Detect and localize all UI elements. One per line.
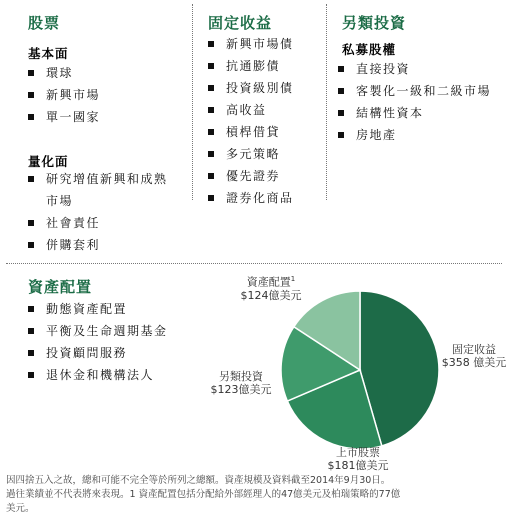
slice-label-fixed-income bbox=[434, 343, 514, 369]
list-item-continuation: 市場 bbox=[46, 194, 74, 208]
slice-label-asset-allocation bbox=[226, 273, 316, 302]
fixed-income-title: 固定收益 bbox=[208, 14, 273, 32]
footnote-line: 過往業績並不代表將來表現。1 資產配置包括分配給外部經理人的47億美元及柏瑞策略的77億 bbox=[6, 489, 401, 500]
slice-value: $123億美元 bbox=[210, 383, 272, 396]
list-item: 併購套利 bbox=[24, 234, 168, 256]
list-item: 投資級別債 bbox=[204, 77, 294, 99]
footnote-marker: 1 bbox=[290, 275, 296, 283]
list-item: 環球 bbox=[24, 62, 100, 84]
list-item: 動態資產配置 bbox=[24, 298, 168, 320]
footnote-line: 因四捨五入之故，總和可能不完全等於所列之總額。資產規模及資料截至2014年9月30日。 bbox=[6, 475, 391, 486]
slice-name: 上市股票 bbox=[336, 446, 380, 459]
slice-name: 資產配置 bbox=[246, 275, 291, 289]
footnote bbox=[6, 474, 512, 516]
alternatives-title: 另類投資 bbox=[342, 14, 407, 32]
list-item: 直接投資 bbox=[334, 58, 491, 80]
private-equity-title: 私募股權 bbox=[342, 42, 397, 57]
list-item: 客製化一級和二級市場 bbox=[334, 80, 491, 102]
list-item: 房地產 bbox=[334, 124, 491, 146]
list-item: 新興市場 bbox=[24, 84, 100, 106]
slice-value: $181億美元 bbox=[327, 459, 389, 472]
footnote-line: 美元。 bbox=[6, 503, 35, 514]
list-item: 高收益 bbox=[204, 99, 294, 121]
list-item: 新興市場債 bbox=[204, 33, 294, 55]
list-item: 槓桿借貸 bbox=[204, 121, 294, 143]
list-item: 投資顧問服務 bbox=[24, 342, 168, 364]
slice-label-alternatives bbox=[202, 370, 280, 396]
list-item: 單一國家 bbox=[24, 106, 100, 128]
list-item: 證券化商品 bbox=[204, 187, 294, 209]
slice-value: $358 億美元 bbox=[441, 356, 507, 369]
list-item: 優先證券 bbox=[204, 165, 294, 187]
slice-label-listed-equity bbox=[313, 446, 403, 472]
quant-title: 量化面 bbox=[28, 154, 69, 169]
slice-name: 固定收益 bbox=[452, 343, 496, 356]
list-item: 結構性資本 bbox=[334, 102, 491, 124]
list-item: 平衡及生命週期基金 bbox=[24, 320, 168, 342]
list-item: 抗通膨債 bbox=[204, 55, 294, 77]
equity-title: 股票 bbox=[28, 14, 61, 32]
asset-allocation-title: 資產配置 bbox=[28, 278, 93, 296]
list-item: 多元策略 bbox=[204, 143, 294, 165]
slice-value: $124億美元 bbox=[240, 288, 302, 302]
slice-name: 另類投資 bbox=[219, 370, 263, 383]
list-item: 研究增值新興和成熟 bbox=[24, 168, 168, 190]
list-item: 社會責任 bbox=[24, 212, 168, 234]
list-item: 退休金和機構法人 bbox=[24, 364, 168, 386]
fundamental-title: 基本面 bbox=[28, 46, 69, 61]
